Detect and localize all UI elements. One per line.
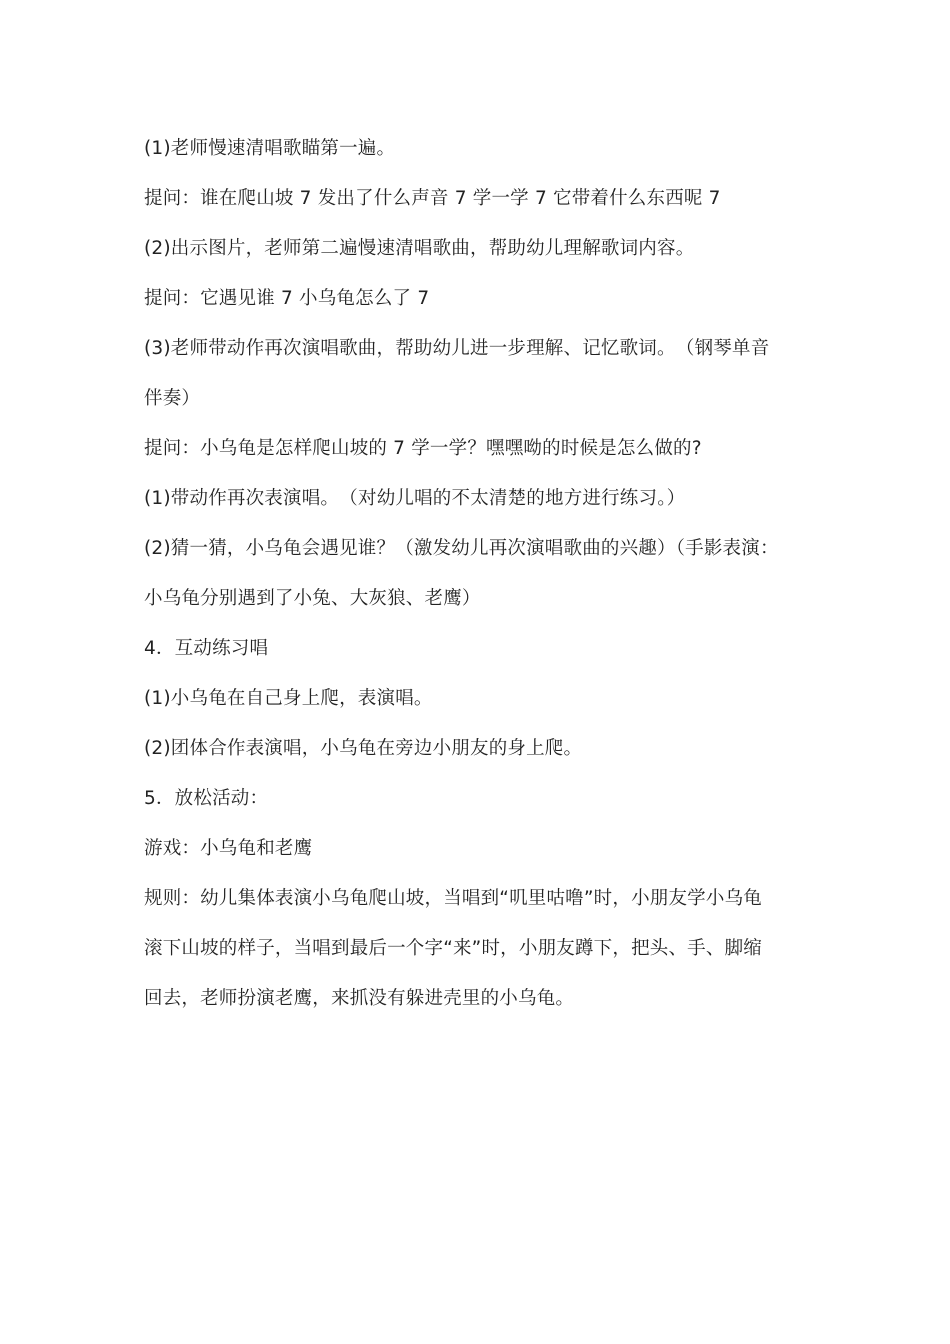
paragraph-line: 游戏：小乌龟和老鹰 <box>144 838 313 859</box>
paragraph-line: 回去，老师扮演老鹰，来抓没有躲进壳里的小乌龟。 <box>144 988 575 1009</box>
paragraph-line: 提问：小乌龟是怎样爬山坡的 7 学一学？嘿嘿呦的时候是怎么做的? <box>144 438 702 459</box>
paragraph-line: (1)带动作再次表演唱。 （对幼儿唱的不太清楚的地方进行练习。） <box>144 488 686 509</box>
paragraph-line: (1)小乌龟在自己身上爬，表演唱。 <box>144 688 433 709</box>
paragraph-line: (2)团体合作表演唱，小乌龟在旁边小朋友的身上爬。 <box>144 738 583 759</box>
paragraph-line: 小乌龟分别遇到了小兔、大灰狼、老鹰） <box>144 588 481 609</box>
paragraph-line: (1)老师慢速清唱歌瞄第一遍。 <box>144 138 396 159</box>
paragraph-line: (2)出示图片，老师第二遍慢速清唱歌曲，帮助幼儿理解歌词内容。 <box>144 238 695 259</box>
paragraph-line: 提问：它遇见谁 7 小乌龟怎么了 7 <box>144 288 430 309</box>
section-heading: 4．互动练习唱 <box>144 638 269 659</box>
paragraph-line: (2)猜一猜，小乌龟会遇见谁？（激发幼儿再次演唱歌曲的兴趣）（手影表演： <box>144 538 779 559</box>
paragraph-line: 伴奏） <box>144 388 201 409</box>
paragraph-line: (3)老师带动作再次演唱歌曲，帮助幼儿进一步理解、记忆歌词。 （钢琴单音 <box>144 338 770 359</box>
paragraph-line: 提问：谁在爬山坡 7 发出了什么声音 7 学一学 7 它带着什么东西呢 7 <box>144 188 721 209</box>
paragraph-line: 规则：幼儿集体表演小乌龟爬山坡，当唱到“叽里咕噜”时，小朋友学小乌龟 <box>144 888 762 909</box>
section-heading: 5．放松活动： <box>144 788 269 809</box>
paragraph-line: 滚下山坡的样子，当唱到最后一个字“来”时，小朋友蹲下，把头、手、脚缩 <box>144 938 762 959</box>
document-body <box>144 132 804 1032</box>
